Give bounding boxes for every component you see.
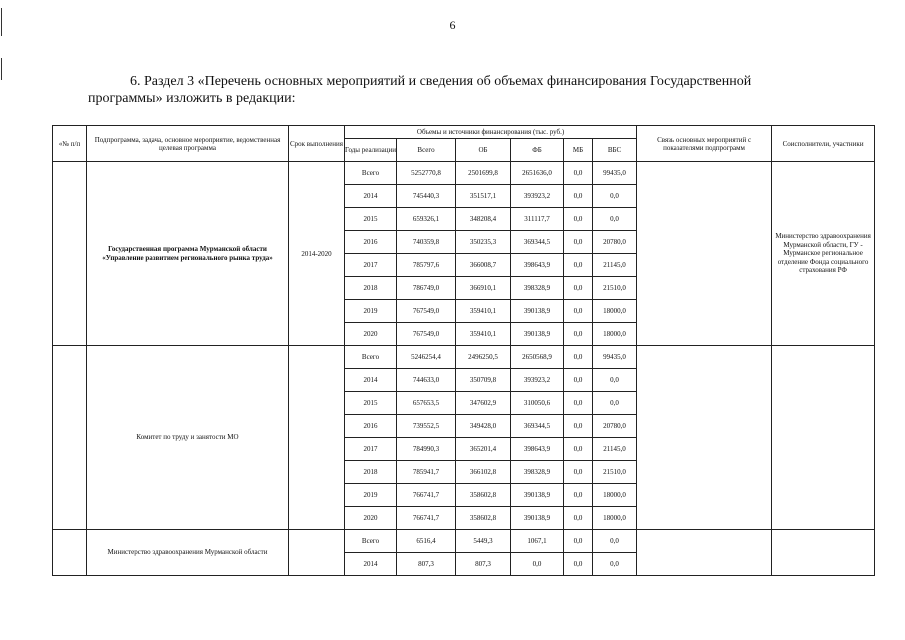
- fb-value-cell: 398643,9: [511, 254, 564, 277]
- vbs-value-cell: 0,0: [593, 530, 637, 553]
- ob-value-cell: 2496250,5: [456, 346, 511, 369]
- fb-value-cell: 1067,1: [511, 530, 564, 553]
- header-link: Связь основных мероприятий с показателями подпрограмм: [637, 126, 772, 162]
- year-cell: 2014: [345, 553, 397, 576]
- mb-value-cell: 0,0: [564, 507, 593, 530]
- scan-edge-mark-bottom: [1, 58, 2, 80]
- mb-value-cell: 0,0: [564, 346, 593, 369]
- year-cell: 2020: [345, 507, 397, 530]
- year-cell: 2017: [345, 254, 397, 277]
- mb-value-cell: 0,0: [564, 231, 593, 254]
- ob-value-cell: 359410,1: [456, 323, 511, 346]
- vbs-value-cell: 18000,0: [593, 484, 637, 507]
- ob-value-cell: 349428,0: [456, 415, 511, 438]
- program-name-cell: Министерство здравоохранения Мурманской области: [87, 530, 289, 576]
- ob-value-cell: 5449,3: [456, 530, 511, 553]
- total-value-cell: 784990,3: [397, 438, 456, 461]
- fb-value-cell: 398328,9: [511, 461, 564, 484]
- total-value-cell: 740359,8: [397, 231, 456, 254]
- vbs-value-cell: 0,0: [593, 369, 637, 392]
- total-value-cell: 5246254,4: [397, 346, 456, 369]
- vbs-value-cell: 99435,0: [593, 162, 637, 185]
- total-value-cell: 785797,6: [397, 254, 456, 277]
- year-cell: 2016: [345, 415, 397, 438]
- header-period: Срок выполнения: [289, 126, 345, 162]
- vbs-value-cell: 0,0: [593, 185, 637, 208]
- table-body: [53, 162, 875, 576]
- ob-value-cell: 359410,1: [456, 300, 511, 323]
- total-value-cell: 657653,5: [397, 392, 456, 415]
- year-cell: Всего: [345, 530, 397, 553]
- vbs-value-cell: 0,0: [593, 208, 637, 231]
- total-value-cell: 739552,5: [397, 415, 456, 438]
- fb-value-cell: 390138,9: [511, 484, 564, 507]
- table-header-row: [53, 126, 875, 139]
- mb-value-cell: 0,0: [564, 185, 593, 208]
- total-value-cell: 6516,4: [397, 530, 456, 553]
- total-value-cell: 766741,7: [397, 484, 456, 507]
- vbs-value-cell: 21145,0: [593, 438, 637, 461]
- year-cell: 2020: [345, 323, 397, 346]
- vbs-value-cell: 18000,0: [593, 323, 637, 346]
- partners-cell: [772, 346, 875, 530]
- fb-value-cell: 398328,9: [511, 277, 564, 300]
- total-value-cell: 5252770,8: [397, 162, 456, 185]
- fb-value-cell: 0,0: [511, 553, 564, 576]
- mb-value-cell: 0,0: [564, 369, 593, 392]
- period-cell: 2014-2020: [289, 162, 345, 346]
- year-cell: 2019: [345, 484, 397, 507]
- fb-value-cell: 398643,9: [511, 438, 564, 461]
- fb-value-cell: 311117,7: [511, 208, 564, 231]
- mb-value-cell: 0,0: [564, 162, 593, 185]
- total-value-cell: 767549,0: [397, 323, 456, 346]
- mb-value-cell: 0,0: [564, 254, 593, 277]
- year-cell: 2017: [345, 438, 397, 461]
- ob-value-cell: 366008,7: [456, 254, 511, 277]
- header-mb: МБ: [564, 139, 593, 162]
- mb-value-cell: 0,0: [564, 530, 593, 553]
- vbs-value-cell: 99435,0: [593, 346, 637, 369]
- total-value-cell: 767549,0: [397, 300, 456, 323]
- fb-value-cell: 393923,2: [511, 185, 564, 208]
- fb-value-cell: 310050,6: [511, 392, 564, 415]
- indicator-link-cell: [637, 346, 772, 530]
- fb-value-cell: 2651636,0: [511, 162, 564, 185]
- header-funding-group: Объемы и источники финансирования (тыс. руб.): [345, 126, 637, 139]
- year-cell: 2018: [345, 277, 397, 300]
- total-value-cell: 659326,1: [397, 208, 456, 231]
- year-cell: 2015: [345, 208, 397, 231]
- vbs-value-cell: 0,0: [593, 553, 637, 576]
- mb-value-cell: 0,0: [564, 277, 593, 300]
- year-cell: 2016: [345, 231, 397, 254]
- ob-value-cell: 2501699,8: [456, 162, 511, 185]
- funding-table: [52, 125, 875, 576]
- section-heading-line2: программы» изложить в редакции:: [88, 91, 296, 106]
- header-num: «№ п/п: [53, 126, 87, 162]
- total-value-cell: 786749,0: [397, 277, 456, 300]
- year-cell: 2019: [345, 300, 397, 323]
- fb-value-cell: 393923,2: [511, 369, 564, 392]
- header-years: Годы реализации: [345, 139, 397, 162]
- row-number-cell: [53, 346, 87, 530]
- year-cell: Всего: [345, 346, 397, 369]
- vbs-value-cell: 21510,0: [593, 277, 637, 300]
- ob-value-cell: 350235,3: [456, 231, 511, 254]
- ob-value-cell: 351517,1: [456, 185, 511, 208]
- ob-value-cell: 366910,1: [456, 277, 511, 300]
- total-value-cell: 745440,3: [397, 185, 456, 208]
- vbs-value-cell: 20780,0: [593, 231, 637, 254]
- fb-value-cell: 390138,9: [511, 300, 564, 323]
- mb-value-cell: 0,0: [564, 415, 593, 438]
- program-name-cell: Комитет по труду и занятости МО: [87, 346, 289, 530]
- vbs-value-cell: 20780,0: [593, 415, 637, 438]
- mb-value-cell: 0,0: [564, 553, 593, 576]
- ob-value-cell: 350709,8: [456, 369, 511, 392]
- ob-value-cell: 807,3: [456, 553, 511, 576]
- header-partners: Соисполнители, участники: [772, 126, 875, 162]
- total-value-cell: 766741,7: [397, 507, 456, 530]
- vbs-value-cell: 21510,0: [593, 461, 637, 484]
- mb-value-cell: 0,0: [564, 392, 593, 415]
- ob-value-cell: 347602,9: [456, 392, 511, 415]
- ob-value-cell: 358602,8: [456, 507, 511, 530]
- year-cell: 2015: [345, 392, 397, 415]
- ob-value-cell: 348208,4: [456, 208, 511, 231]
- mb-value-cell: 0,0: [564, 484, 593, 507]
- header-total: Всего: [397, 139, 456, 162]
- vbs-value-cell: 18000,0: [593, 300, 637, 323]
- year-cell: 2014: [345, 185, 397, 208]
- total-value-cell: 744633,0: [397, 369, 456, 392]
- indicator-link-cell: [637, 530, 772, 576]
- header-fb: ФБ: [511, 139, 564, 162]
- period-cell: [289, 346, 345, 530]
- section-heading-line1: 6. Раздел 3 «Перечень основных мероприятий и сведения об объемах финансирования Государственной: [130, 74, 752, 89]
- fb-value-cell: 2650568,9: [511, 346, 564, 369]
- fb-value-cell: 369344,5: [511, 231, 564, 254]
- page-number: 6: [449, 18, 456, 32]
- header-vbs: ВБС: [593, 139, 637, 162]
- total-value-cell: 785941,7: [397, 461, 456, 484]
- indicator-link-cell: [637, 162, 772, 346]
- table-row: [53, 530, 875, 553]
- ob-value-cell: 366102,8: [456, 461, 511, 484]
- fb-value-cell: 390138,9: [511, 323, 564, 346]
- period-cell: [289, 530, 345, 576]
- program-name-cell: Государственная программа Мурманской области «Управление развитием регионального рынка труда»: [87, 162, 289, 346]
- table-row: [53, 346, 875, 369]
- mb-value-cell: 0,0: [564, 323, 593, 346]
- header-name: Подпрограмма, задача, основное мероприятие, ведомственная целевая программа: [87, 126, 289, 162]
- fb-value-cell: 390138,9: [511, 507, 564, 530]
- vbs-value-cell: 21145,0: [593, 254, 637, 277]
- year-cell: Всего: [345, 162, 397, 185]
- ob-value-cell: 358602,8: [456, 484, 511, 507]
- total-value-cell: 807,3: [397, 553, 456, 576]
- row-number-cell: [53, 530, 87, 576]
- header-ob: ОБ: [456, 139, 511, 162]
- section-heading: [88, 73, 848, 107]
- fb-value-cell: 369344,5: [511, 415, 564, 438]
- mb-value-cell: 0,0: [564, 438, 593, 461]
- mb-value-cell: 0,0: [564, 208, 593, 231]
- year-cell: 2018: [345, 461, 397, 484]
- mb-value-cell: 0,0: [564, 461, 593, 484]
- vbs-value-cell: 18000,0: [593, 507, 637, 530]
- partners-cell: [772, 530, 875, 576]
- mb-value-cell: 0,0: [564, 300, 593, 323]
- row-number-cell: [53, 162, 87, 346]
- table-row: [53, 162, 875, 185]
- partners-cell: Министерство здравоохранения Мурманской области, ГУ - Мурманское региональное отделение Фонда социального страхования РФ: [772, 162, 875, 346]
- year-cell: 2014: [345, 369, 397, 392]
- ob-value-cell: 365201,4: [456, 438, 511, 461]
- vbs-value-cell: 0,0: [593, 392, 637, 415]
